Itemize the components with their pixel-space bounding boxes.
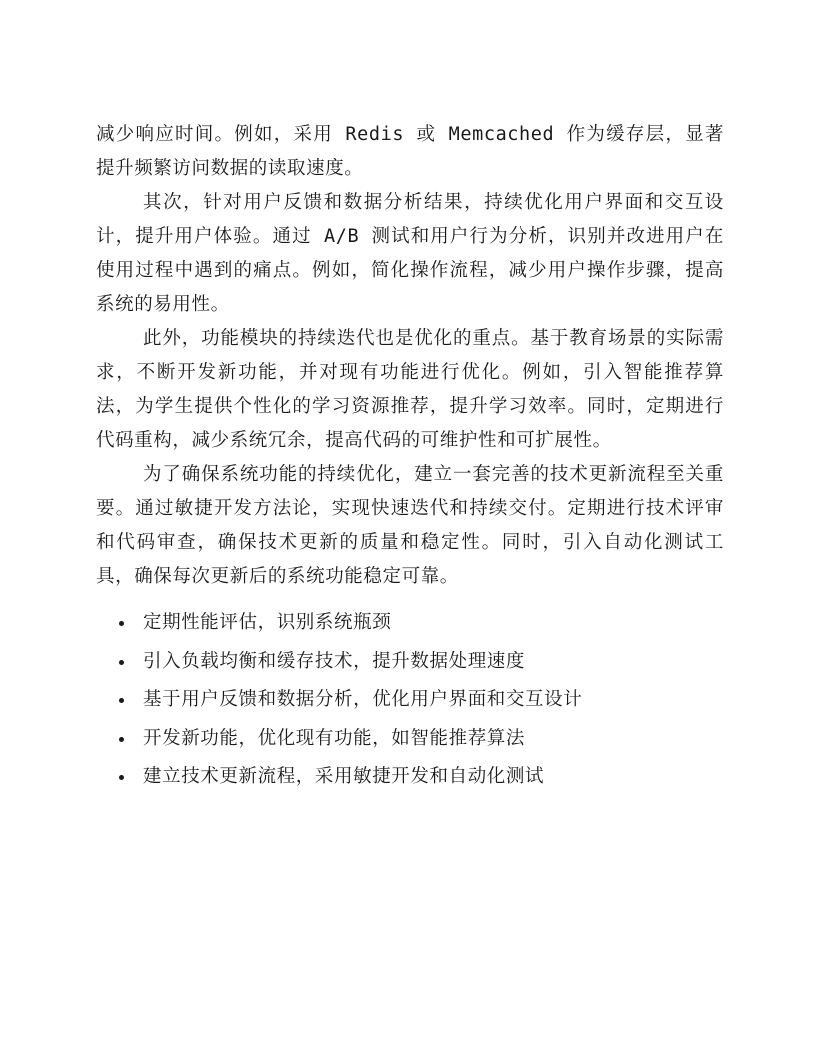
document-body — [96, 118, 724, 797]
list-item-text: 开发新功能，优化现有功能，如智能推荐算法 — [143, 727, 526, 749]
summary-bullet-list — [96, 604, 724, 797]
list-item-text: 建立技术更新流程，采用敏捷开发和自动化测试 — [143, 766, 545, 787]
bullet-dot-icon — [119, 621, 124, 626]
list-item — [96, 643, 724, 682]
bullet-dot-icon — [119, 737, 124, 742]
list-item — [96, 681, 724, 720]
paragraph-update-process: 为了确保系统功能的持续优化，建立一套完善的技术更新流程至关重要。通过敏捷开发方法论，实现快速迭代和持续交付。定期进行技术评审和代码审查，确保技术更新的质量和稳定性。同时，引入自动化测试工具，确保每次更新后的系统功能稳定可靠。 — [96, 464, 724, 587]
paragraph-continued: 减少响应时间。例如，采用 Redis 或 Memcached 作为缓存层，显著提升频繁访问数据的读取速度。 — [96, 124, 724, 179]
list-item-text: 基于用户反馈和数据分析，优化用户界面和交互设计 — [143, 689, 583, 710]
bullet-dot-icon — [119, 775, 124, 780]
bullet-dot-icon — [119, 698, 124, 703]
paragraph-ui-optimization: 其次，针对用户反馈和数据分析结果，持续优化用户界面和交互设计，提升用户体验。通过 A/B 测试和用户行为分析，识别并改进用户在使用过程中遇到的痛点。例如，简化操作流程，减少用户操作步骤，提高系统的易用性。 — [96, 192, 724, 315]
list-item-text: 定期性能评估，识别系统瓶颈 — [143, 612, 392, 633]
paragraph-feature-iteration: 此外，功能模块的持续迭代也是优化的重点。基于教育场景的实际需求，不断开发新功能，并对现有功能进行优化。例如，引入智能推荐算法，为学生提供个性化的学习资源推荐，提升学习效率。同时，定期进行代码重构，减少系统冗余，提高代码的可维护性和可扩展性。 — [96, 328, 724, 451]
list-item — [96, 758, 724, 797]
bullet-dot-icon — [119, 660, 124, 665]
list-item-text: 引入负载均衡和缓存技术，提升数据处理速度 — [143, 650, 526, 672]
list-item — [96, 720, 724, 759]
list-item — [96, 604, 724, 643]
